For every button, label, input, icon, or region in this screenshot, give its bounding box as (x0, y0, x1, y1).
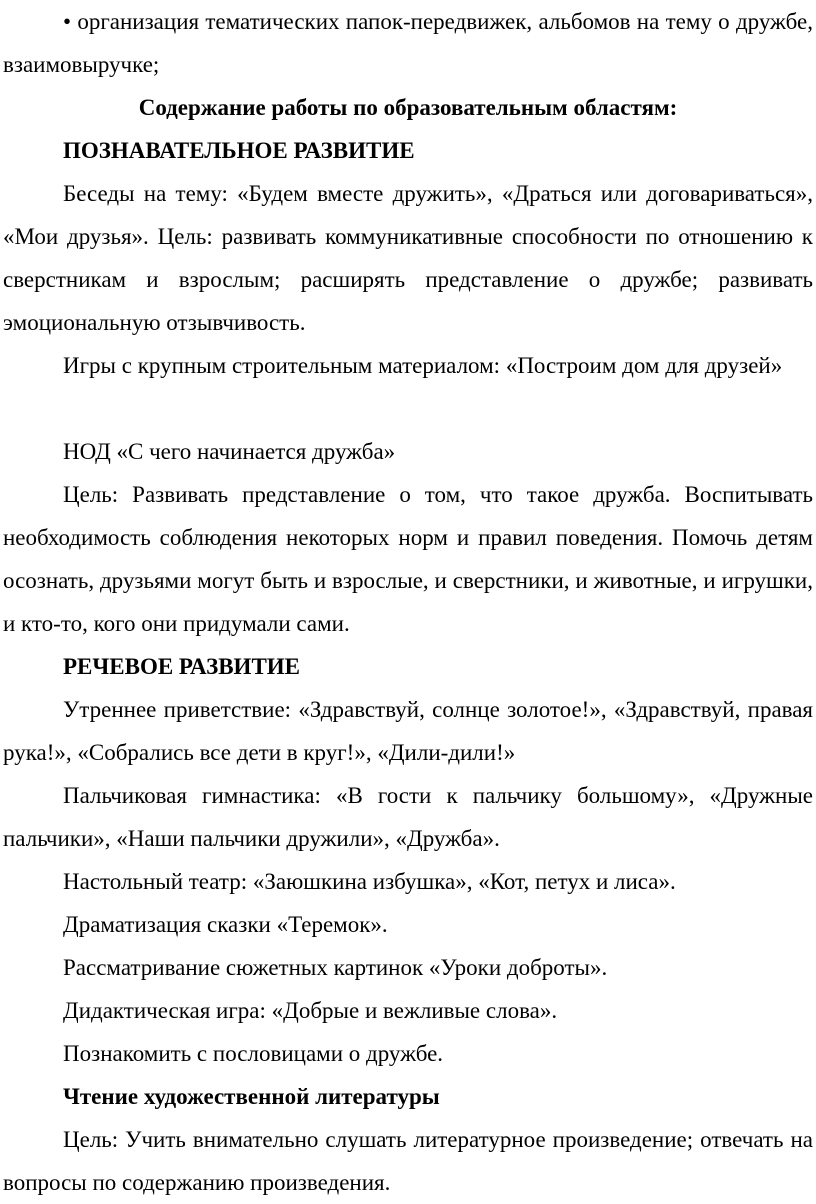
paragraph-dramatization: Драматизация сказки «Теремок». (63, 912, 388, 937)
paragraph-proverbs: Познакомить с пословицами о дружбе. (63, 1041, 444, 1066)
paragraph-didactic-game: Дидактическая игра: «Добрые и вежливые слова». (63, 998, 558, 1023)
section-heading-cognitive: ПОЗНАВАТЕЛЬНОЕ РАЗВИТИЕ (63, 138, 415, 163)
paragraph-table-theatre: Настольный театр: «Заюшкина избушка», «Кот, петух и лиса». (63, 869, 676, 894)
paragraph-goal-reading: Цель: Учить внимательно слушать литературное произведение; отвечать на вопросы по содержанию произведения. (3, 1127, 813, 1195)
paragraph-goal-friendship: Цель: Развивать представление о том, что такое дружба. Воспитывать необходимость соблюдения некоторых норм и правил поведения. Помочь детям осознать, друзьями могут быть и взрослые, и сверстники, и животные, и игрушки, и кто-то, кого они придумали сами. (3, 482, 813, 636)
bullet-paragraph: • организация тематических папок-передвижек, альбомов на тему о дружбе, взаимовыручке; (3, 9, 813, 77)
paragraph-finger-gymnastics: Пальчиковая гимнастика: «В гости к пальчику большому», «Дружные пальчики», «Наши пальчики дружили», «Дружба». (3, 783, 813, 851)
paragraph-pictures: Рассматривание сюжетных картинок «Уроки доброты». (63, 955, 608, 980)
section-heading-speech: РЕЧЕВОЕ РАЗВИТИЕ (63, 654, 301, 679)
section-heading-reading: Чтение художественной литературы (63, 1084, 440, 1109)
section-heading-content: Содержание работы по образовательным областям: (138, 95, 678, 120)
paragraph-morning-greeting: Утреннее приветствие: «Здравствуй, солнце золотое!», «Здравствуй, правая рука!», «Собрались все дети в круг!», «Дили-дили!» (3, 697, 813, 765)
paragraph-conversations: Беседы на тему: «Будем вместе дружить», «Драться или договариваться», «Мои друзья». Цель: развивать коммуникативные способности по отношению к сверстникам и взрослым; расширять представление о дружбе; развивать эмоциональную отзывчивость. (3, 181, 813, 335)
paragraph-nod: НОД «С чего начинается дружба» (63, 439, 396, 464)
paragraph-building-games: Игры с крупным строительным материалом: «Построим дом для друзей» (63, 353, 783, 378)
